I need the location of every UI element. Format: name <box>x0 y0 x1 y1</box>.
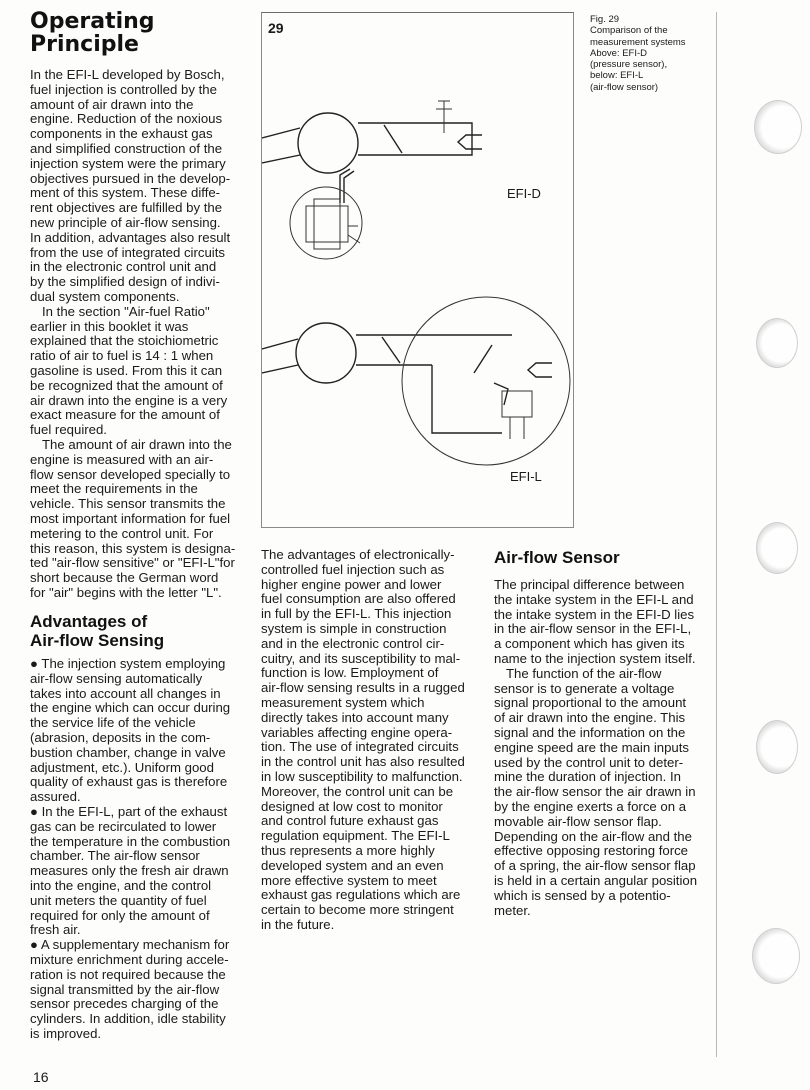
advantages-heading: Advantages of Air-flow Sensing <box>30 612 165 650</box>
efi-d-injector <box>436 101 452 133</box>
efi-d-diagram <box>262 101 482 259</box>
bullet-icon: ● <box>30 803 38 819</box>
efi-l-diagram <box>262 297 570 465</box>
airflow-sensor-paragraph-2: The function of the air-flow sensor is to generate a voltage signal proportional to the amount of air drawn into the engine. This signal and the information on the engine speed are the main inputs used by the control unit to deter- mine the duration of injection. In the air-flow sensor the air drawn in by the engine exerts a force on a movable air-flow sensor flap. Depending on the air-flow and the effective opposing restoring force of a spring, the air-flow sensor flap is held in a certain angular position which is sensed by a potentio- meter. <box>494 665 698 918</box>
bullet-icon: ● <box>30 937 38 953</box>
advantages-summary-paragraph: The advantages of electronically- controlled fuel injection such as higher engine power and lower fuel consumption are also offered in full by the EFI-L. This injection system is simple in construction and in the electronic control cir- cuitry, and its susceptibility to mal- function is low. Employment of air-flow sensing results in a rugged measurement system which directly takes into account many variables affecting engine opera- tion. The use of integrated circuits in the control unit has also resulted in low susceptibility to malfunction. Moreover, the control unit can be designed at low cost to monitor and control future exhaust gas regulation equipment. The EFI-L thus represents a more highly developed system and an even more effective system to meet exhaust gas regulations which are certain to become more stringent in the future. <box>261 547 465 932</box>
page-title: Operating Principle <box>30 9 155 57</box>
punch-hole <box>752 928 800 984</box>
airflow-sensor-paragraph-1: The principal difference between the intake system in the EFI-L and the intake system in the EFI-D lies in the air-flow sensor in the EFI-L, a component which has given its name to the injection system itself. <box>494 577 696 666</box>
punch-hole <box>756 522 798 574</box>
efi-d-intake-chamber <box>298 113 358 173</box>
efi-d-inlet-pipe-bottom <box>262 155 300 163</box>
efi-d-air-arrow <box>458 135 482 149</box>
efi-l-airflow-sensor-detail <box>402 297 570 465</box>
intro-paragraph-3: The amount of air drawn into the engine is measured with an air- flow sensor developed specially to meet the requirements in the vehicle. This sensor transmits the most important information for fuel metering to the control unit. For this reason, this system is designa- ted "air-flow sensitive" or "EFI-L"for short because the German word for "air" begins with the letter "L". <box>30 436 236 600</box>
airflow-sensor-text <box>494 578 714 918</box>
efi-d-inlet-pipe-top <box>262 128 300 138</box>
advantages-list <box>30 657 245 1042</box>
efi-l-sensor-housing <box>432 365 502 433</box>
advantages-item <box>30 805 245 938</box>
punch-hole <box>754 100 802 154</box>
efi-d-pressure-sensor-detail <box>290 187 362 259</box>
advantages-item-text: The injection system employing air-flow sensing automatically takes into account all changes in the engine which can occur during the service life of the vehicle (abrasion, deposits in the com- bustion chamber, change in valve adjustment, etc.). Uniform good quality of exhaust gas is therefore assured. <box>30 656 231 805</box>
efi-l-inlet-pipe-top <box>262 339 298 349</box>
figure-diagram <box>262 13 573 527</box>
figure-number: 29 <box>268 20 284 36</box>
advantages-item-text: In the EFI-L, part of the exhaust gas can be recirculated to lower the temperature in the combustion chamber. The air-flow sensor measures only the fresh air drawn into the engine, and the control unit meters the quantity of fuel required for only the amount of fresh air. <box>30 803 231 938</box>
bullet-icon: ● <box>30 656 38 671</box>
page-number: 16 <box>33 1069 49 1085</box>
column-divider <box>716 12 717 1057</box>
intro-text <box>30 68 245 601</box>
advantages-summary-text <box>261 548 481 933</box>
efi-l-label: EFI-L <box>510 469 542 484</box>
intro-paragraph-2: In the section "Air-fuel Ratio" earlier in this booklet it was explained that the stoichiometric ratio of air to fuel is 14 : 1 when gasoline is used. From this it can be recognized that the amount of air drawn into the engine is a very exact measure for the amount of fuel required. <box>30 303 228 438</box>
punch-hole <box>756 720 798 774</box>
airflow-sensor-heading: Air-flow Sensor <box>494 548 620 567</box>
efi-l-potentiometer-leads <box>510 417 524 439</box>
advantages-item <box>30 938 245 1042</box>
efi-l-sensor-flap-lower <box>494 383 508 405</box>
intro-paragraph-1: In the EFI-L developed by Bosch, fuel injection is controlled by the amount of air drawn into the engine. Reduction of the noxious components in the exhaust gas and simplified construction of the injection system were the primary objectives pursued in the develop- ment of this system. These diffe- rent objectives are fulfilled by the new principle of air-flow sensing. In addition, advantages also result from the use of integrated circuits in the electronic control unit and by the simplified design of indivi- dual system components. <box>30 67 231 304</box>
efi-d-throttle-flap <box>384 125 402 153</box>
efi-l-sensor-flap <box>474 345 492 373</box>
advantages-item-text: A supplementary mechanism for mixture enrichment during accele- ration is not required because the signal transmitted by the air-flow sensor precedes charging of the cylinders. In addition, idle stability is improved. <box>30 937 230 1041</box>
punch-hole <box>756 318 798 368</box>
efi-d-throttle-body <box>358 123 472 155</box>
efi-l-throttle-flap <box>382 337 400 363</box>
efi-d-label: EFI-D <box>507 186 541 201</box>
efi-l-inlet-pipe-bottom <box>262 365 298 373</box>
efi-l-intake-chamber <box>296 323 356 383</box>
advantages-item <box>30 657 245 805</box>
efi-d-sensor-connector <box>348 226 360 243</box>
figure-caption: Fig. 29 Comparison of the measurement systems Above: EFI-D (pressure sensor), below: EFI-L (air-flow sensor) <box>590 14 686 93</box>
efi-l-air-arrow <box>528 363 552 377</box>
efi-d-pressure-sensor-body <box>306 206 348 242</box>
